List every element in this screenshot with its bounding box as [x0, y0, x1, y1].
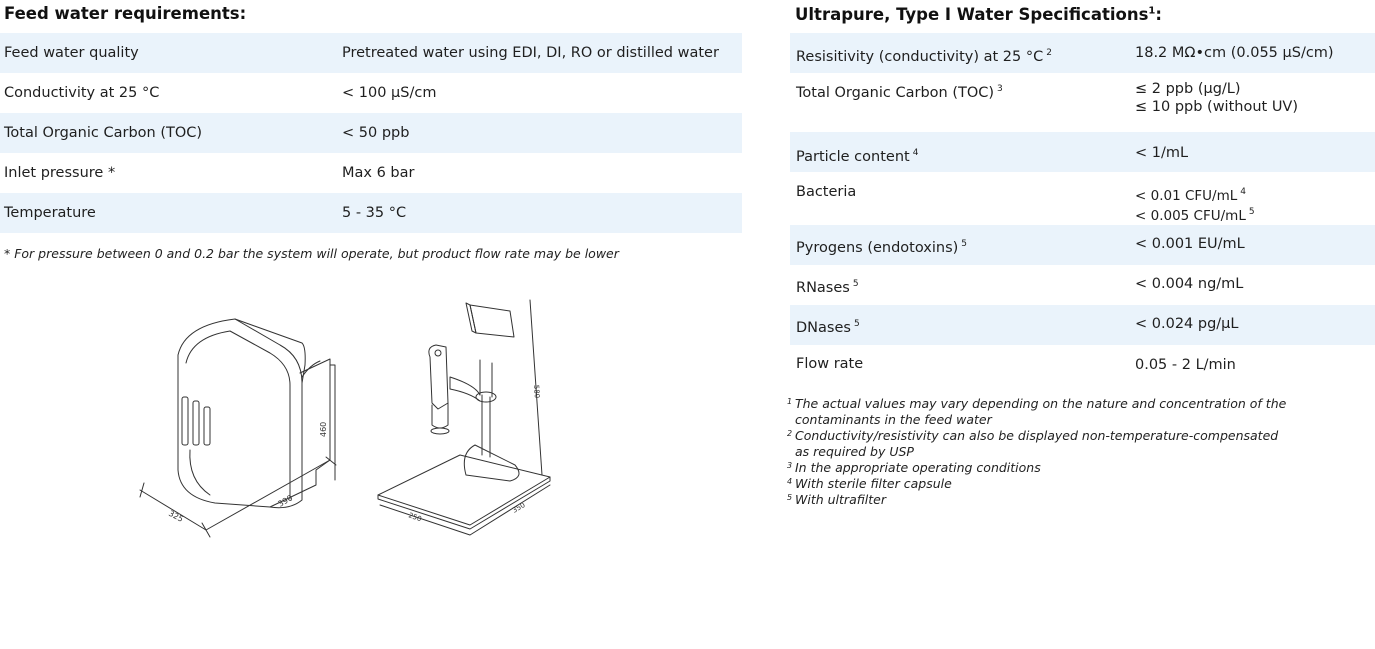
row-value: 18.2 MΩ•cm (0.055 µS/cm)	[1135, 45, 1334, 61]
row-value: Max 6 bar	[342, 165, 415, 181]
stand-height-label: 580	[532, 384, 541, 399]
row-label: Bacteria	[796, 184, 857, 200]
row-value: < 0.01 CFU/mL $^4$ < 0.005 CFU/mL $^5$	[1135, 187, 1255, 224]
feed-water-table	[0, 33, 742, 233]
row-label: Total Organic Carbon (TOC)	[4, 125, 203, 141]
row-label: Feed water quality	[4, 45, 139, 61]
pressure-footnote: * For pressure between 0 and 0.2 bar the system will operate, but product flow rate may be lower	[4, 246, 619, 261]
row-value: < 0.001 EU/mL	[1135, 236, 1245, 252]
footnote: 3 In the appropriate operating conditions	[787, 460, 1041, 475]
row-label: Resisitivity (conductivity) at 25 °C $^2$	[796, 48, 1052, 65]
row-value: 0.05 - 2 L/min	[1135, 357, 1236, 373]
unit-height-label: 460	[319, 421, 328, 437]
product-dimension-drawing	[130, 285, 570, 545]
table-row	[790, 225, 1375, 265]
row-value: Pretreated water using EDI, DI, RO or distilled water	[342, 45, 719, 61]
table-row	[0, 113, 742, 153]
row-value: < 100 µS/cm	[342, 85, 437, 101]
table-row	[790, 265, 1375, 305]
row-value: < 0.024 pg/µL	[1135, 316, 1239, 332]
row-label: RNases $^5$	[796, 279, 859, 296]
row-value: < 1/mL	[1135, 145, 1189, 161]
footnotes	[787, 396, 1350, 508]
table-row	[790, 73, 1375, 132]
specifications-table	[790, 33, 1375, 385]
unit-width-label: 325	[167, 508, 185, 524]
specifications-title: Ultrapure, Type I Water Specifications$^1$:	[795, 5, 1162, 24]
table-row	[0, 153, 742, 193]
table-row	[790, 33, 1375, 73]
table-row	[0, 33, 742, 73]
footnote: 4 With sterile filter capsule	[787, 476, 952, 491]
row-label: Total Organic Carbon (TOC) $^3$	[796, 84, 1003, 101]
row-value: ≤ 2 ppb (µg/L) ≤ 10 ppb (without UV)	[1135, 81, 1299, 115]
row-value: 5 - 35 °C	[342, 205, 407, 221]
footnote: 2 Conductivity/resistivity can also be displayed non-temperature-compensated as required by USP	[787, 428, 1279, 459]
row-value: < 50 ppb	[342, 125, 410, 141]
table-row	[790, 305, 1375, 345]
table-row	[790, 172, 1375, 225]
water-system-unit-drawing	[140, 319, 336, 537]
row-label: Inlet pressure *	[4, 165, 116, 181]
base-depth-label: 350	[511, 501, 527, 515]
feed-water-title: Feed water requirements:	[4, 4, 247, 23]
table-row	[0, 73, 742, 113]
footnote: 5 With ultrafilter	[787, 492, 887, 507]
table-row	[790, 132, 1375, 172]
row-label: Flow rate	[796, 356, 864, 372]
footnote: 1 The actual values may vary depending on the nature and concentration of the contaminants in the feed water	[787, 396, 1287, 427]
row-label: Conductivity at 25 °C	[4, 85, 160, 101]
dispenser-stand-drawing	[378, 300, 550, 535]
base-width-label: 250	[407, 511, 423, 524]
row-label: Pyrogens (endotoxins) $^5$	[796, 239, 968, 256]
unit-depth-label: 390	[276, 493, 295, 509]
row-label: Particle content $^4$	[796, 148, 919, 165]
row-label: Temperature	[4, 205, 96, 221]
row-label: DNases $^5$	[796, 319, 860, 336]
table-row	[0, 193, 742, 233]
row-value: < 0.004 ng/mL	[1135, 276, 1244, 292]
table-row	[790, 345, 1375, 385]
